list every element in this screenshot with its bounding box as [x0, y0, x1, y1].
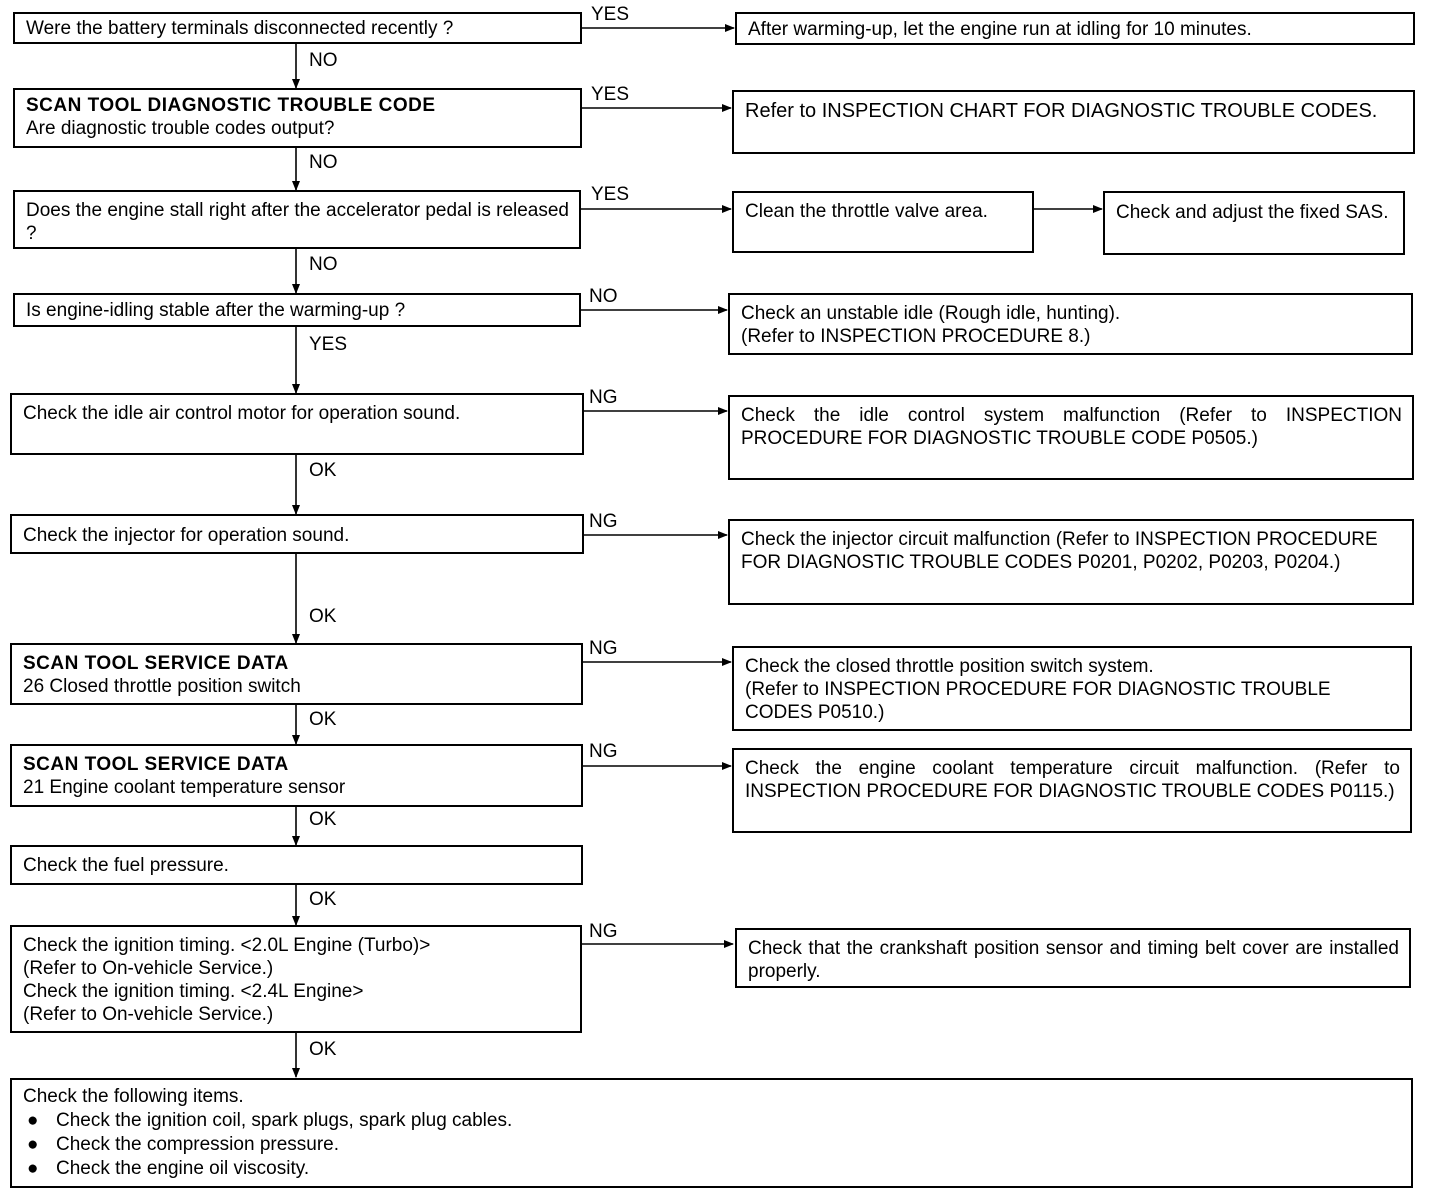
decision-text: Were the battery terminals disconnected recently ? — [26, 18, 454, 39]
check-text: 21 Engine coolant temperature sensor — [23, 777, 346, 798]
label-yes-q4: YES — [309, 334, 348, 355]
label-ng-q7: NG — [589, 638, 618, 659]
list-item-text: Check the engine oil viscosity. — [56, 1158, 310, 1179]
label-ok-q5: OK — [309, 460, 337, 481]
decision-text: Does the engine stall right after the accelerator pedal is released ? — [26, 200, 569, 244]
decision-text: Is engine-idling stable after the warming-up ? — [26, 300, 406, 321]
decision-battery-terminals — [13, 12, 582, 44]
action-text-line2: (Refer to INSPECTION PROCEDURE 8.) — [741, 326, 1091, 347]
label-ok-q7: OK — [309, 709, 337, 730]
check-coolant-temp-sensor — [10, 744, 583, 807]
check-text-line2: (Refer to On-vehicle Service.) — [23, 958, 274, 979]
action-text: Check that the crankshaft position sensor and timing belt cover are installed properly. — [748, 938, 1399, 982]
action-text: After warming-up, let the engine run at idling for 10 minutes. — [748, 19, 1252, 40]
final-items-list — [23, 1109, 1401, 1181]
action-text: Check and adjust the fixed SAS. — [1116, 202, 1389, 223]
bullet-icon: ● — [27, 1158, 39, 1179]
check-text: Check the injector for operation sound. — [23, 525, 350, 546]
check-closed-throttle-switch — [10, 643, 583, 705]
check-text-line1: Check the ignition timing. <2.0L Engine (Turbo)> — [23, 935, 431, 956]
check-text: Check the fuel pressure. — [23, 855, 229, 876]
check-text: 26 Closed throttle position switch — [23, 676, 301, 697]
check-text-line3: Check the ignition timing. <2.4L Engine> — [23, 981, 364, 1002]
label-ok-q9: OK — [309, 889, 337, 910]
label-no-q3: NO — [309, 254, 338, 275]
label-no-q1: NO — [309, 50, 338, 71]
action-injector-circuit — [728, 519, 1414, 605]
check-text-line4: (Refer to On-vehicle Service.) — [23, 1004, 274, 1025]
decision-engine-stall — [13, 190, 581, 249]
decision-scan-tool-dtc — [13, 88, 582, 148]
list-item — [23, 1157, 1401, 1181]
check-injector-sound — [10, 514, 584, 554]
label-yes-q2: YES — [591, 84, 630, 105]
check-title: SCAN TOOL SERVICE DATA — [23, 754, 289, 775]
action-crankshaft-sensor — [735, 928, 1411, 988]
label-yes-q1: YES — [591, 4, 630, 25]
action-idle-control-system — [728, 395, 1414, 480]
label-ng-q6: NG — [589, 511, 618, 532]
action-text: Check the injector circuit malfunction (Refer to INSPECTION PROCEDURE FOR DIAGNOSTIC TROUBLE CODES P0201, P0202, P0203, P0204.) — [741, 529, 1378, 573]
action-text-line1: Check an unstable idle (Rough idle, hunting). — [741, 303, 1121, 324]
decision-text: Are diagnostic trouble codes output? — [26, 118, 335, 139]
label-ok-q6: OK — [309, 606, 337, 627]
label-no-q4: NO — [589, 286, 618, 307]
action-text: Check the idle control system malfunction (Refer to INSPECTION PROCEDURE FOR DIAGNOSTIC TROUBLE CODE P0505.) — [741, 405, 1402, 449]
final-heading: Check the following items. — [23, 1086, 244, 1107]
label-no-q2: NO — [309, 152, 338, 173]
list-item-text: Check the ignition coil, spark plugs, spark plug cables. — [56, 1110, 513, 1131]
check-title: SCAN TOOL SERVICE DATA — [23, 653, 289, 674]
check-idle-air-control-motor — [10, 393, 584, 455]
action-adjust-fixed-sas — [1103, 191, 1405, 255]
decision-title: SCAN TOOL DIAGNOSTIC TROUBLE CODE — [26, 95, 436, 116]
list-item — [23, 1109, 1401, 1133]
label-ok-q10: OK — [309, 1039, 337, 1060]
label-ok-q8: OK — [309, 809, 337, 830]
bullet-icon: ● — [27, 1134, 39, 1155]
decision-idle-stable — [13, 293, 581, 327]
label-yes-q3: YES — [591, 184, 630, 205]
action-dtc-inspection-chart — [732, 90, 1415, 154]
check-ignition-timing — [10, 925, 582, 1033]
list-item — [23, 1133, 1401, 1157]
action-text: Refer to INSPECTION CHART FOR DIAGNOSTIC TROUBLE CODES. — [745, 100, 1378, 122]
label-ng-q8: NG — [589, 741, 618, 762]
list-item-text: Check the compression pressure. — [56, 1134, 340, 1155]
check-fuel-pressure — [10, 845, 583, 885]
action-text-line1: Check the closed throttle position switch system. — [745, 656, 1154, 677]
label-ng-q10: NG — [589, 921, 618, 942]
final-checklist — [10, 1078, 1413, 1188]
bullet-icon: ● — [27, 1110, 39, 1131]
action-clean-throttle-valve — [732, 191, 1034, 253]
action-coolant-temp-circuit — [732, 748, 1412, 833]
action-text-line2: (Refer to INSPECTION PROCEDURE FOR DIAGNOSTIC TROUBLE CODES P0510.) — [745, 679, 1331, 723]
action-closed-throttle-system — [732, 646, 1412, 731]
action-warm-up-idle — [735, 12, 1415, 45]
label-ng-q5: NG — [589, 387, 618, 408]
action-text: Clean the throttle valve area. — [745, 201, 988, 222]
action-unstable-idle — [728, 293, 1413, 355]
action-text: Check the engine coolant temperature circuit malfunction. (Refer to INSPECTION PROCEDURE FOR DIAGNOSTIC TROUBLE CODES P0115.) — [745, 758, 1400, 802]
check-text: Check the idle air control motor for operation sound. — [23, 403, 461, 424]
